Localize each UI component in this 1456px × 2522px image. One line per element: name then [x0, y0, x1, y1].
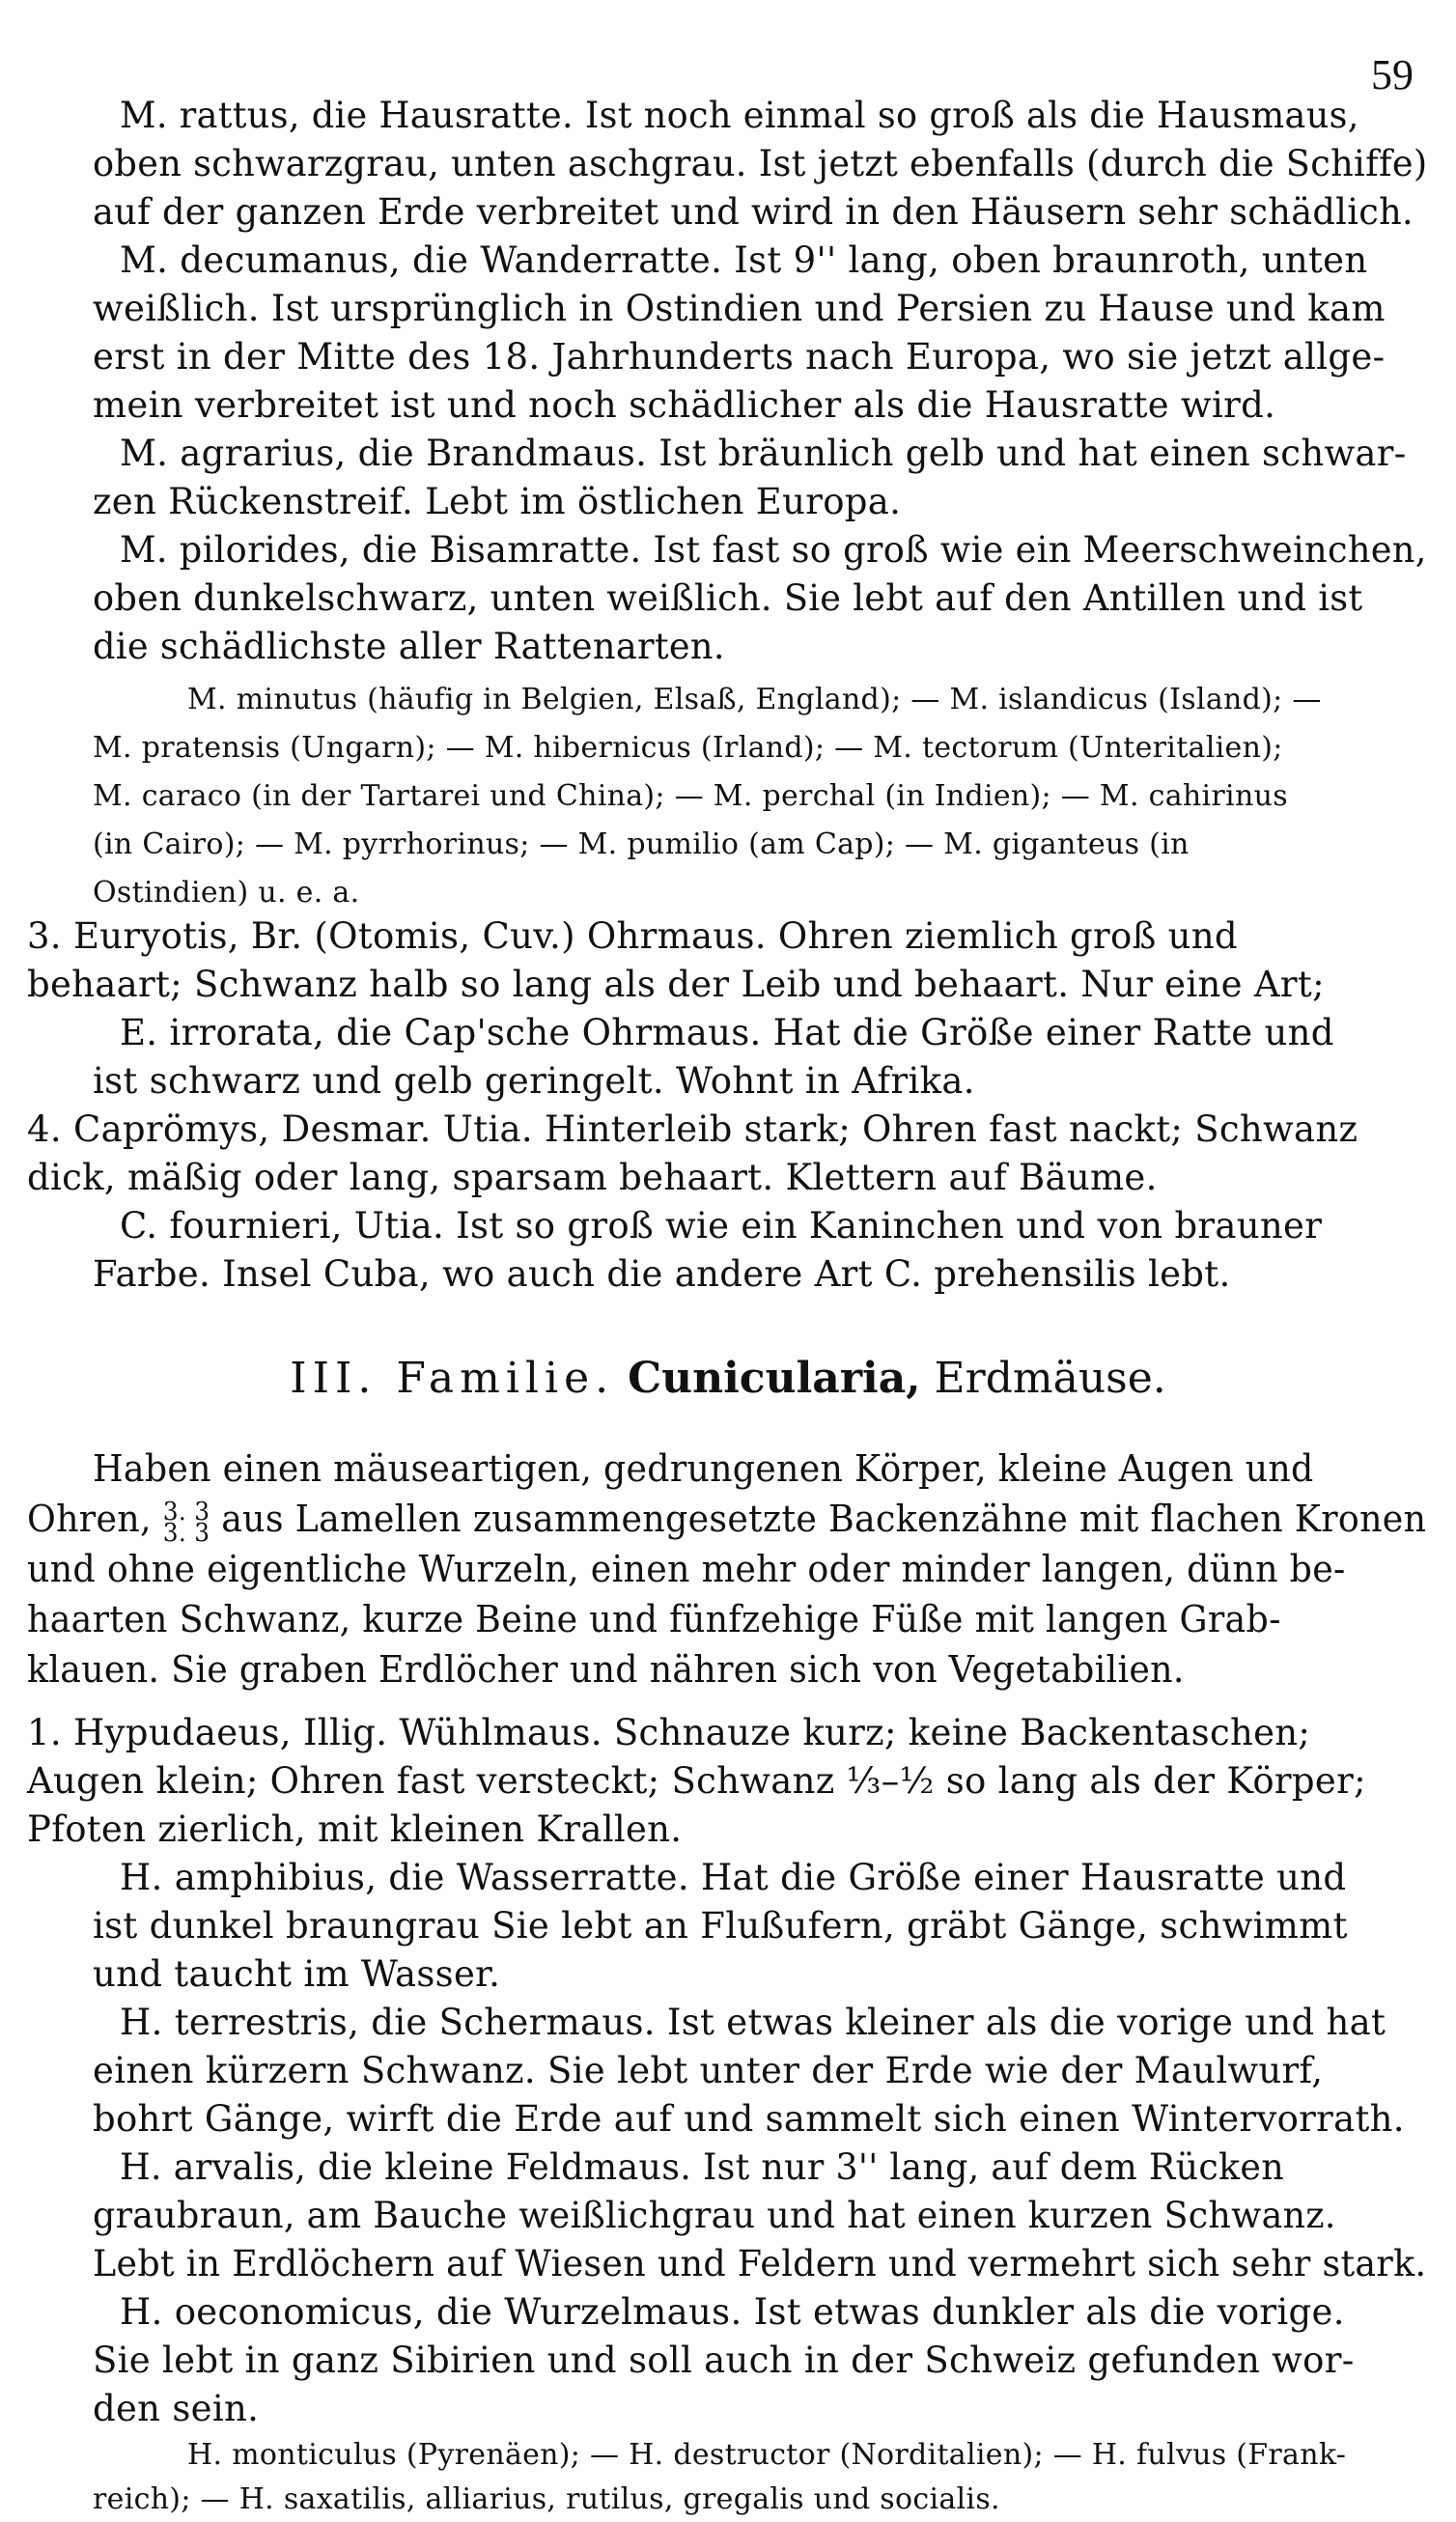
text-line: den sein.: [93, 2388, 260, 2429]
text-line: oben schwarzgrau, unten aschgrau. Ist jetzt ebenfalls (durch die Schiffe): [93, 143, 1428, 184]
text-line: M. rattus, die Hausratte. Ist noch einmal so groß als die Hausmaus,: [120, 95, 1359, 136]
page-number: 59: [1371, 51, 1414, 98]
text-line: ist dunkel braungrau Sie lebt an Flußufern, gräbt Gänge, schwimmt: [93, 1905, 1348, 1947]
text-line: M. pilorides, die Bisamratte. Ist fast so groß wie ein Meerschweinchen,: [120, 529, 1427, 571]
text-line: Augen klein; Ohren fast versteckt; Schwanz ⅓–½ so lang als der Körper;: [27, 1760, 1366, 1802]
text-line: haarten Schwanz, kurze Beine und fünfzehige Füße mit langen Grab-: [27, 1598, 1281, 1640]
text-line: M. pratensis (Ungarn); — M. hibernicus (Irland); — M. tectorum (Unteritalien);: [93, 731, 1283, 765]
intro-line-rest: aus Lamellen zusammengesetzte Backenzähne mit flachen Kronen: [221, 1498, 1427, 1540]
text-line: Ostindien) u. e. a.: [93, 876, 360, 910]
entry-c-fournieri: [93, 1202, 1322, 1299]
family-intro: [27, 1443, 1456, 1695]
text-line: erst in der Mitte des 18. Jahrhunderts nach Europa, wo sie jetzt allge-: [93, 336, 1386, 378]
text-line: M. agrarius, die Brandmaus. Ist bräunlich gelb und hat einen schwar-: [120, 433, 1407, 474]
family-heading-common: Erdmäuse.: [934, 1354, 1166, 1403]
text-line: zen Rückenstreif. Lebt im östlichen Europa.: [93, 481, 902, 522]
note-mus-species: [93, 676, 1322, 917]
family-heading: [0, 1350, 1456, 1408]
text-line: graubraun, am Bauche weißlichgrau und hat einen kurzen Schwanz.: [93, 2195, 1336, 2236]
text-line: 4. Caprömys, Desmar. Utia. Hinterleib stark; Ohren fast nackt; Schwanz: [27, 1108, 1358, 1150]
text-line: einen kürzern Schwanz. Sie lebt unter der Erde wie der Maulwurf,: [93, 2050, 1324, 2091]
entry-h-amphibius: [93, 1854, 1348, 1999]
dental-formula: [162, 1497, 210, 1548]
text-line: weißlich. Ist ursprünglich in Ostindien und Persien zu Hause und kam: [93, 288, 1386, 329]
entry-m-pilorides: [93, 526, 1438, 671]
text-line: H. arvalis, die kleine Feldmaus. Ist nur 3'' lang, auf dem Rücken: [120, 2146, 1285, 2188]
text-line: Lebt in Erdlöchern auf Wiesen und Feldern und vermehrt sich sehr stark.: [93, 2243, 1427, 2284]
text-line: [27, 1494, 1427, 1548]
text-line: M. decumanus, die Wanderratte. Ist 9'' lang, oben braunroth, unten: [120, 239, 1368, 281]
text-line: H. terrestris, die Schermaus. Ist etwas kleiner als die vorige und hat: [120, 2002, 1386, 2043]
dental-formula-bottom: 3. 3: [162, 1518, 210, 1548]
dental-formula-top: 3. 3: [162, 1497, 210, 1527]
entry-h-oeconomicus: [93, 2288, 1355, 2433]
text-line: mein verbreitet ist und noch schädlicher als die Hausratte wird.: [93, 384, 1276, 426]
text-line: 3. Euryotis, Br. (Otomis, Cuv.) Ohrmaus. Ohren ziemlich groß und: [27, 915, 1238, 957]
note-hypudaeus-species: [93, 2433, 1346, 2522]
text-line: oben dunkelschwarz, unten weißlich. Sie lebt auf den Antillen und ist: [93, 577, 1363, 619]
genus-hypudaeus: [27, 1709, 1366, 1854]
text-line: (in Cairo); — M. pyrrhorinus; — M. pumilio (am Cap); — M. giganteus (in: [93, 827, 1190, 861]
text-line: H. oeconomicus, die Wurzelmaus. Ist etwas dunkler als die vorige.: [120, 2291, 1345, 2333]
text-line: C. fournieri, Utia. Ist so groß wie ein Kaninchen und von brauner: [120, 1205, 1323, 1247]
family-heading-prefix: III. Familie.: [290, 1354, 615, 1403]
text-line: ist schwarz und gelb geringelt. Wohnt in Afrika.: [93, 1060, 975, 1102]
text-line: M. minutus (häufig in Belgien, Elsaß, England); — M. islandicus (Island); —: [187, 683, 1322, 716]
text-line: und ohne eigentliche Wurzeln, einen mehr oder minder langen, dünn be-: [27, 1548, 1346, 1590]
entry-h-arvalis: [93, 2144, 1448, 2288]
text-line: reich); — H. saxatilis, alliarius, rutilus, gregalis und socialis.: [93, 2482, 1000, 2516]
text-line: E. irrorata, die Cap'sche Ohrmaus. Hat die Größe einer Ratte und: [120, 1012, 1334, 1053]
text-line: Pfoten zierlich, mit kleinen Krallen.: [27, 1808, 683, 1850]
entry-m-decumanus: [93, 237, 1386, 430]
text-line: Sie lebt in ganz Sibirien und soll auch in der Schweiz gefunden wor-: [93, 2340, 1355, 2381]
intro-line-lead: Ohren,: [27, 1498, 152, 1540]
entry-m-rattus: [93, 92, 1439, 237]
genus-euryotis: [27, 912, 1325, 1009]
text-line: dick, mäßig oder lang, sparsam behaart. Klettern auf Bäume.: [27, 1157, 1158, 1198]
text-line: Farbe. Insel Cuba, wo auch die andere Art C. prehensilis lebt.: [93, 1253, 1231, 1295]
text-line: bohrt Gänge, wirft die Erde auf und sammelt sich einen Wintervorrath.: [93, 2098, 1405, 2140]
text-line: auf der ganzen Erde verbreitet und wird in den Häusern sehr schädlich.: [93, 191, 1414, 233]
entry-e-irrorata: [93, 1009, 1334, 1106]
text-line: die schädlichste aller Rattenarten.: [93, 626, 725, 667]
text-line: behaart; Schwanz halb so lang als der Leib und behaart. Nur eine Art;: [27, 964, 1325, 1005]
family-heading-name: Cunicularia,: [628, 1354, 921, 1403]
entry-m-agrarius: [93, 430, 1407, 526]
text-line: klauen. Sie graben Erdlöcher und nähren sich von Vegetabilien.: [27, 1648, 1185, 1691]
text-line: H. monticulus (Pyrenäen); — H. destructor (Norditalien); — H. fulvus (Frank-: [187, 2438, 1347, 2472]
text-line: 1. Hypudaeus, Illig. Wühlmaus. Schnauze kurz; keine Backentaschen;: [27, 1712, 1311, 1753]
text-line: Haben einen mäuseartigen, gedrungenen Körper, kleine Augen und: [93, 1447, 1314, 1490]
text-line: H. amphibius, die Wasserratte. Hat die Größe einer Hausratte und: [120, 1857, 1347, 1898]
entry-h-terrestris: [93, 1999, 1405, 2144]
text-line: und taucht im Wasser.: [93, 1953, 501, 1995]
genus-capromys: [27, 1106, 1358, 1202]
text-line: M. caraco (in der Tartarei und China); — M. perchal (in Indien); — M. cahirinus: [93, 779, 1288, 813]
